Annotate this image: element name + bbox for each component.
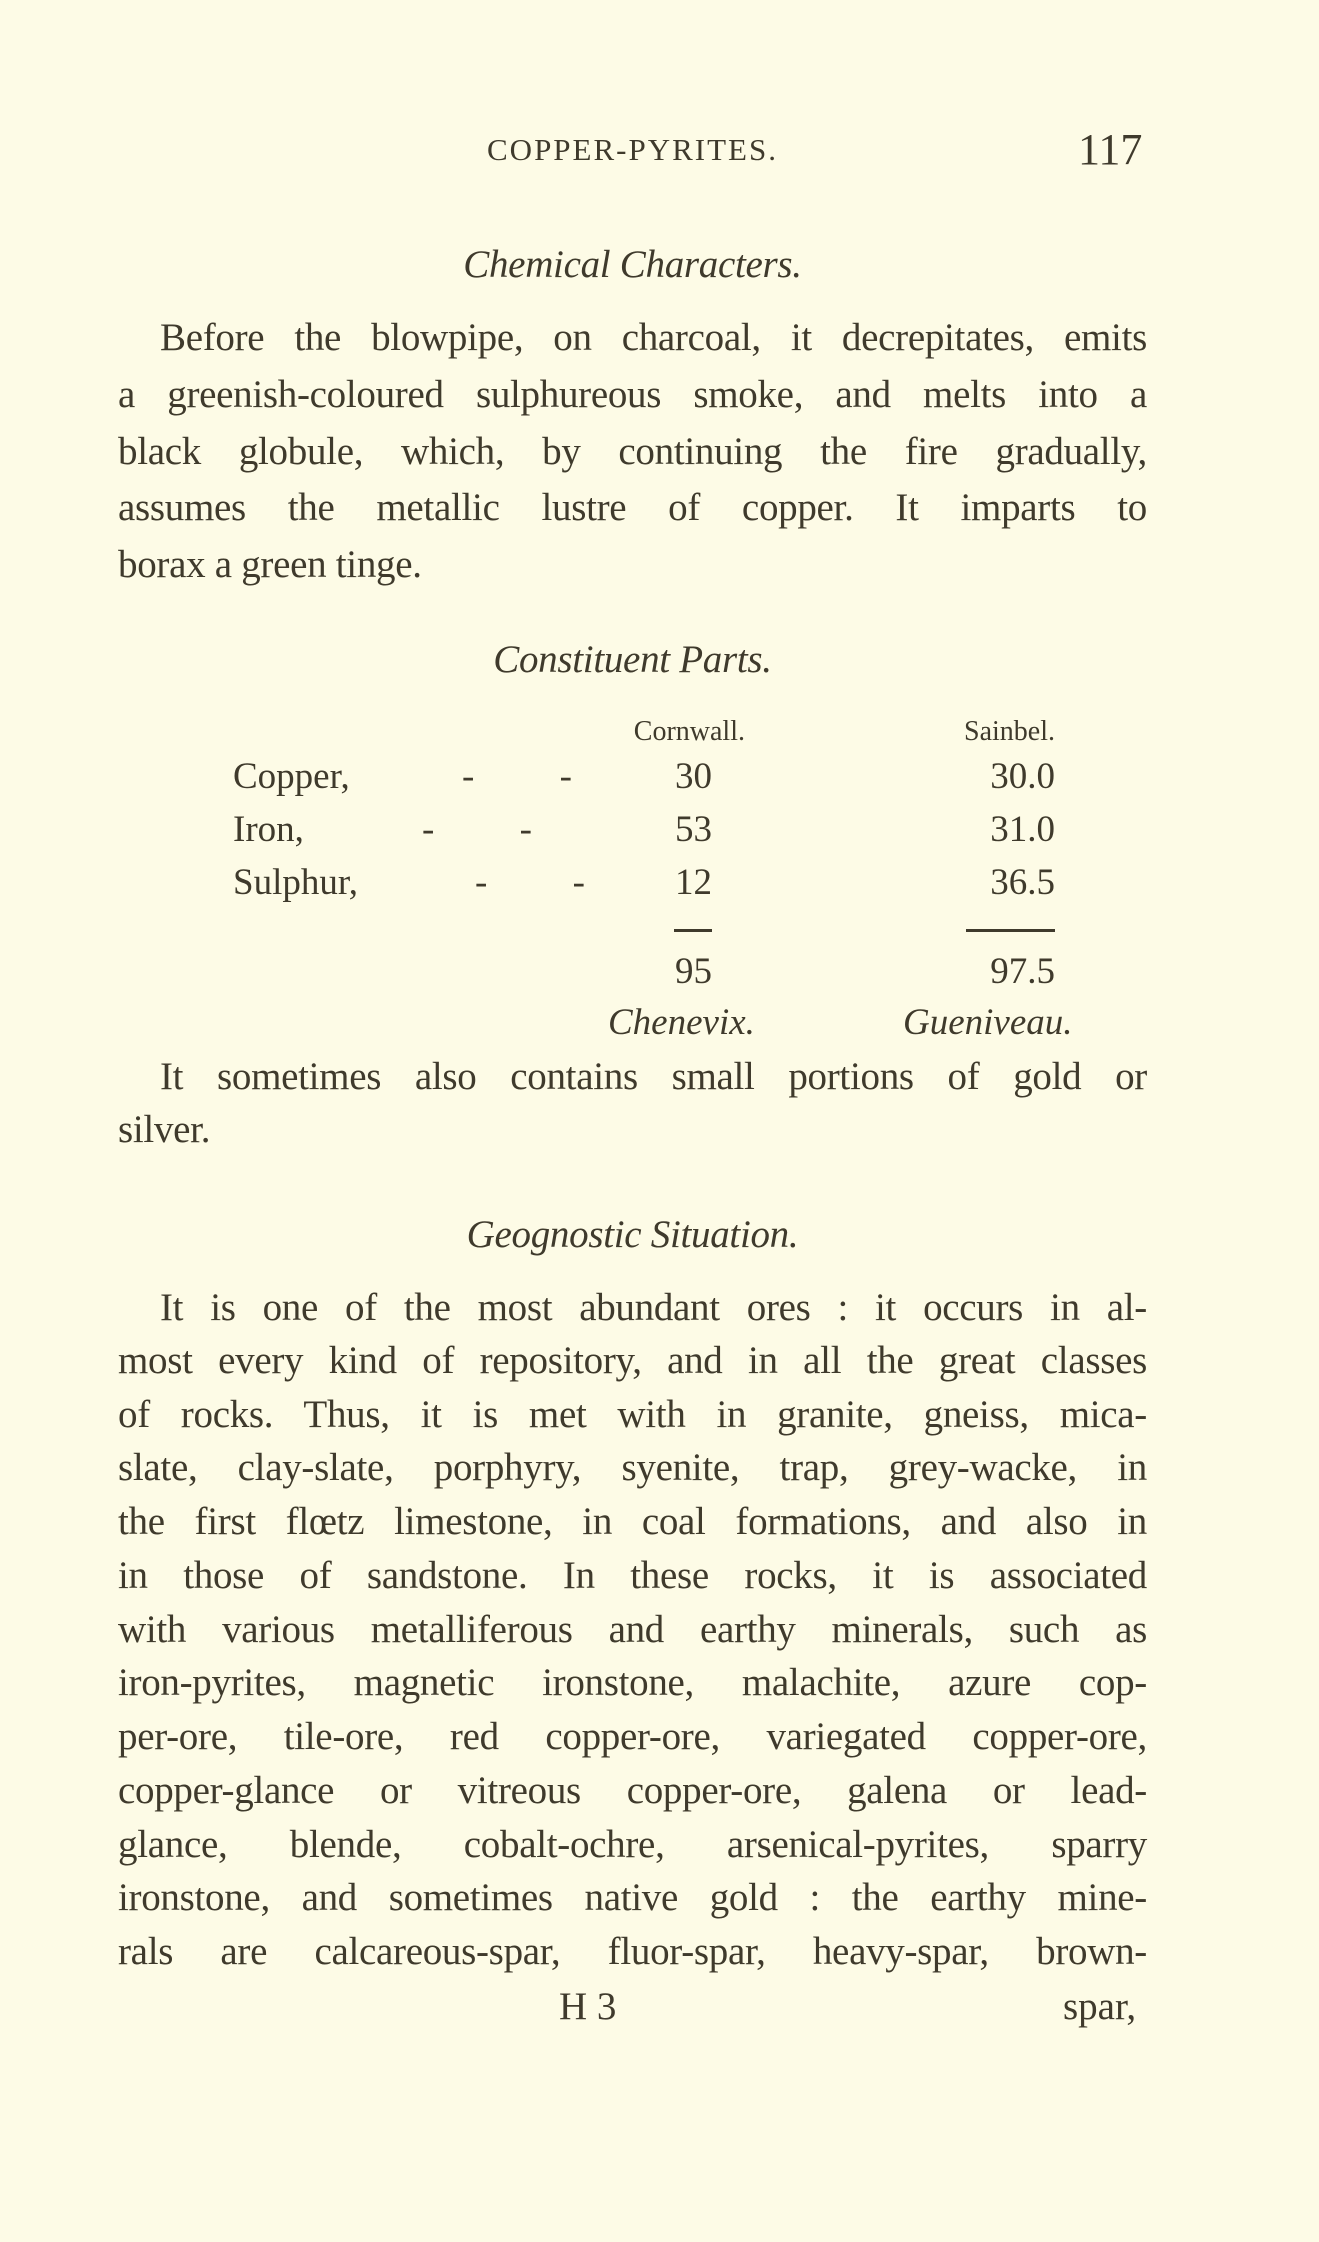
sainbel-value: 30.0: [990, 756, 1055, 797]
authority-chenevix: Chenevix.: [608, 1002, 755, 1043]
running-title: COPPER-PYRITES.: [487, 132, 778, 167]
sainbel-value: 31.0: [990, 809, 1055, 850]
paragraph-line: iron-pyrites, magnetic ironstone, malachite, azure cop-: [118, 1661, 1147, 1704]
row-label: Sulphur,: [233, 862, 358, 903]
paragraph-line: borax a green tinge.: [118, 543, 422, 586]
paragraph-line: copper-glance or vitreous copper-ore, galena or lead-: [118, 1769, 1147, 1812]
sainbel-value: 36.5: [990, 862, 1055, 903]
paragraph-line: most every kind of repository, and in all the great classes: [118, 1339, 1147, 1382]
leader-dashes: - -: [462, 756, 572, 797]
leader-dashes: - -: [422, 809, 532, 850]
sum-rule: [674, 929, 712, 932]
cornwall-value: 30: [675, 756, 712, 797]
table-heading: Constituent Parts.: [493, 638, 772, 681]
paragraph-line: glance, blende, cobalt-ochre, arsenical-pyrites, sparry: [118, 1823, 1147, 1866]
paragraph-line: the first flœtz limestone, in coal formations, and also in: [118, 1500, 1147, 1543]
paragraph-line: slate, clay-slate, porphyry, syenite, trap, grey-wacke, in: [118, 1446, 1147, 1489]
paragraph-line: ironstone, and sometimes native gold : the earthy mine-: [118, 1876, 1147, 1919]
paragraph-line: assumes the metallic lustre of copper. It imparts to: [118, 486, 1147, 529]
cornwall-value: 53: [675, 809, 712, 850]
paragraph-line: in those of sandstone. In these rocks, it is associated: [118, 1554, 1147, 1597]
sainbel-total: 97.5: [990, 951, 1055, 992]
paragraph-line: per-ore, tile-ore, red copper-ore, variegated copper-ore,: [118, 1715, 1147, 1758]
authority-gueniveau: Gueniveau.: [903, 1002, 1073, 1043]
paragraph-line: black globule, which, by continuing the fire gradually,: [118, 430, 1147, 473]
section-heading: Chemical Characters.: [463, 243, 802, 286]
signature-mark: H 3: [559, 1985, 617, 2028]
paragraph-line: of rocks. Thus, it is met with in granite, gneiss, mica-: [118, 1393, 1147, 1436]
paragraph-line: a greenish-coloured sulphureous smoke, and melts into a: [118, 373, 1147, 416]
section-heading: Geognostic Situation.: [466, 1213, 799, 1256]
cornwall-value: 12: [675, 862, 712, 903]
row-label: Iron,: [233, 809, 304, 850]
cornwall-total: 95: [675, 951, 712, 992]
paragraph-line: It sometimes also contains small portions of gold or: [160, 1055, 1147, 1098]
paragraph-line: rals are calcareous-spar, fluor-spar, heavy-spar, brown-: [118, 1930, 1147, 1973]
row-label: Copper,: [233, 756, 350, 797]
paragraph-line: It is one of the most abundant ores : it occurs in al-: [160, 1286, 1147, 1329]
catchword: spar,: [1063, 1985, 1137, 2028]
column-header-sainbel: Sainbel.: [964, 716, 1055, 747]
leader-dashes: - -: [475, 862, 585, 903]
column-header-cornwall: Cornwall.: [633, 716, 745, 747]
paragraph-line: Before the blowpipe, on charcoal, it decrepitates, emits: [160, 316, 1147, 359]
page-number: 117: [1078, 125, 1143, 174]
paragraph-line: with various metalliferous and earthy minerals, such as: [118, 1608, 1147, 1651]
sum-rule: [966, 929, 1055, 932]
paragraph-line: silver.: [118, 1108, 211, 1151]
